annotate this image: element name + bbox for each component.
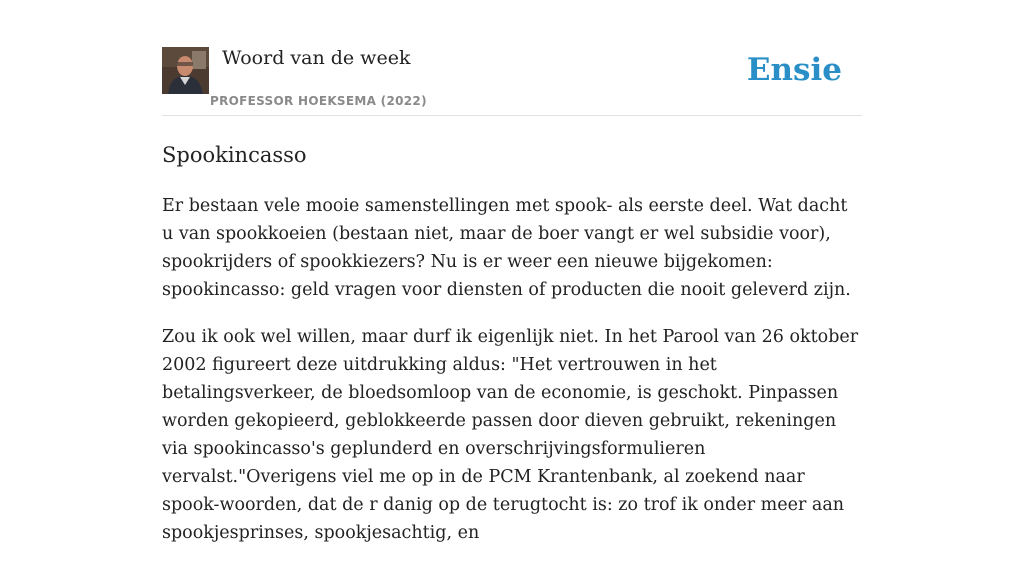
author-photo-icon <box>162 47 209 94</box>
article-title: Spookincasso <box>162 143 307 167</box>
article-body <box>162 192 862 566</box>
brand-logo[interactable]: Ensie <box>746 52 842 88</box>
author-avatar[interactable] <box>162 47 209 94</box>
paragraph-1: Er bestaan vele mooie samenstellingen met spook- als eerste deel. Wat dacht u van spookkoeien (bestaan niet, maar de boer vangt er wel subsidie voor), spookrijders of spookkiezers? Nu is er weer een nieuwe bijgekomen: spookincasso: geld vragen voor diensten of producten die nooit geleverd zijn. <box>162 196 851 300</box>
author-name[interactable]: PROFESSOR HOEKSEMA (2022) <box>210 94 427 108</box>
article-container <box>162 0 862 543</box>
article-header <box>162 0 862 116</box>
paragraph-2: Zou ik ook wel willen, maar durf ik eigenlijk niet. In het Parool van 26 oktober 2002 figureert deze uitdrukking aldus: "Het vertrouwen in het betalingsverkeer, de bloedsomloop van de economie, is geschokt. Pinpassen worden gekopieerd, geblokkeerde passen door dieven gebruikt, rekeningen via spookincasso's geplunderd en overschrijvingsformulieren vervalst."Overigens viel me op in de PCM Krantenbank, al zoekend naar spook-woorden, dat de r danig op de terugtocht is: zo trof ik onder meer aan spookjesprinses, spookjesachtig, en <box>162 327 859 543</box>
series-title[interactable]: Woord van de week <box>222 47 411 69</box>
